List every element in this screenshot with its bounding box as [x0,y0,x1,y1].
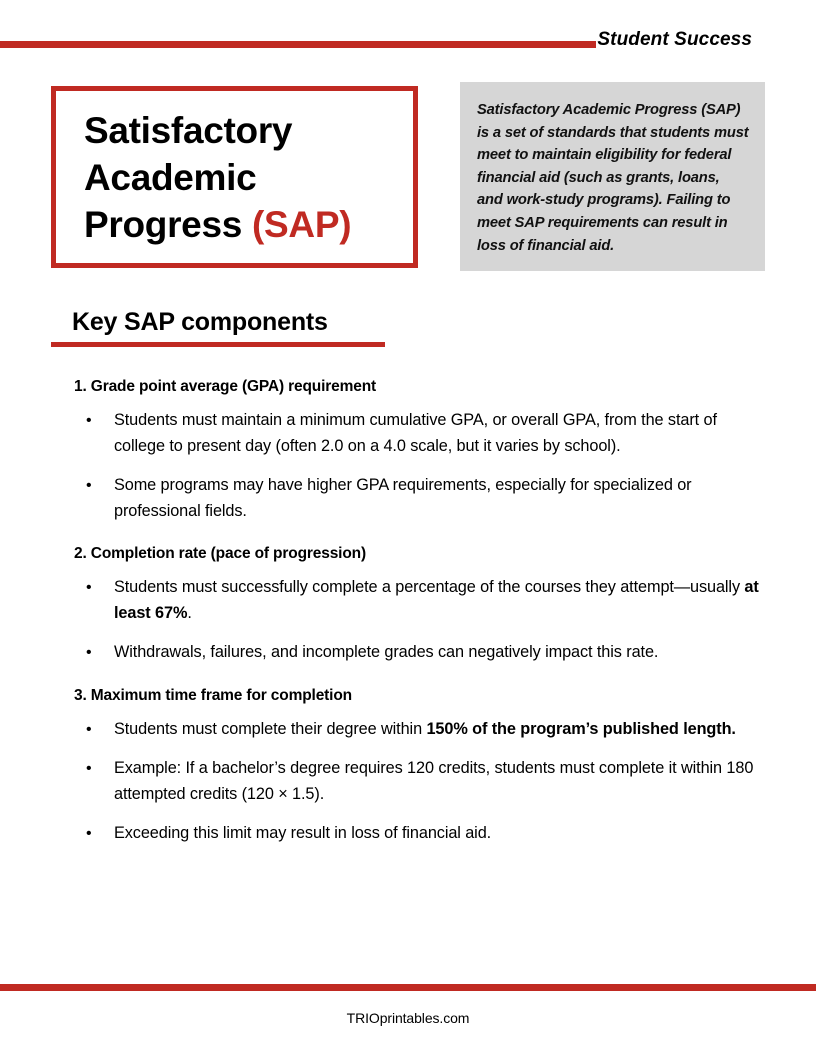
bullet-segment: Students must successfully complete a percentage of the courses they attempt—usually [114,578,745,596]
bullet-marker-icon: • [86,579,92,596]
bullet-text [114,575,764,626]
component-group-title: 3. Maximum time frame for completion [74,686,352,704]
component-group [74,378,764,524]
header-accent-rule [0,41,596,48]
bullet-text [114,640,764,666]
page-title-accent: (SAP) [252,204,352,245]
bullet-segment: Withdrawals, failures, and incomplete grades can negatively impact this rate. [114,643,659,661]
bullet-text [114,408,764,459]
bullet-text [114,821,764,847]
component-group [74,687,764,847]
bullet-text [114,717,764,743]
page-header [0,0,816,70]
component-group [74,545,764,666]
bullet-item [74,473,764,524]
component-group-title: 1. Grade point average (GPA) requirement [74,378,377,395]
section-heading: Key SAP components [72,308,328,336]
bullet-item [74,575,764,626]
page-title-line-2: Academic [84,157,257,198]
page-title-line-1: Satisfactory [84,110,293,151]
bullet-marker-icon: • [86,760,92,777]
bullet-segment: Exceeding this limit may result in loss of financial aid. [114,824,492,842]
title-card [51,86,418,268]
bullet-marker-icon: • [86,477,92,494]
bullet-segment: Example: If a bachelor’s degree requires 120 credits, students must complete it within 180 attempted credits (120 × 1.5). [114,759,754,803]
bullet-segment: . [187,603,192,622]
section-heading-rule [51,342,385,347]
bullet-marker-icon: • [86,644,92,661]
bullet-item [74,821,764,847]
bullet-marker-icon: • [86,412,92,429]
bullet-segment: Students must maintain a minimum cumulative GPA, or overall GPA, from the start of college to present day (often 2.0 on a 4.0 scale, but it varies by school). [114,411,717,455]
page-title [84,107,404,248]
bullet-segment: Some programs may have higher GPA requirements, especially for specialized or professional fields. [114,476,692,520]
page-title-line-3: Progress [84,204,252,245]
content-body [74,378,764,847]
bullet-item [74,408,764,459]
bullet-text [114,473,764,524]
bullet-item [74,717,764,743]
definition-text: Satisfactory Academic Progress (SAP) is a set of standards that students must meet to maintain eligibility for federal financial aid (such as grants, loans, and work-study programs). Failing to meet SAP requirements can result in loss of financial aid. [477,102,749,254]
bullet-emphasis: at least 67% [114,578,759,622]
bullet-text [114,756,764,807]
bullet-marker-icon: • [86,720,92,738]
footer-accent-rule [0,984,816,991]
bullet-item [74,640,764,666]
bullet-marker-icon: • [86,825,92,842]
bullet-emphasis: 150% of the program’s published length. [426,719,736,738]
header-series-label: Student Success [597,29,752,50]
component-group-title: 2. Completion rate (pace of progression) [74,545,366,562]
definition-callout [460,82,765,271]
bullet-segment: Students must complete their degree within [114,719,427,738]
bullet-item [74,756,764,807]
footer-attribution: TRIOprintables.com [346,1010,470,1026]
